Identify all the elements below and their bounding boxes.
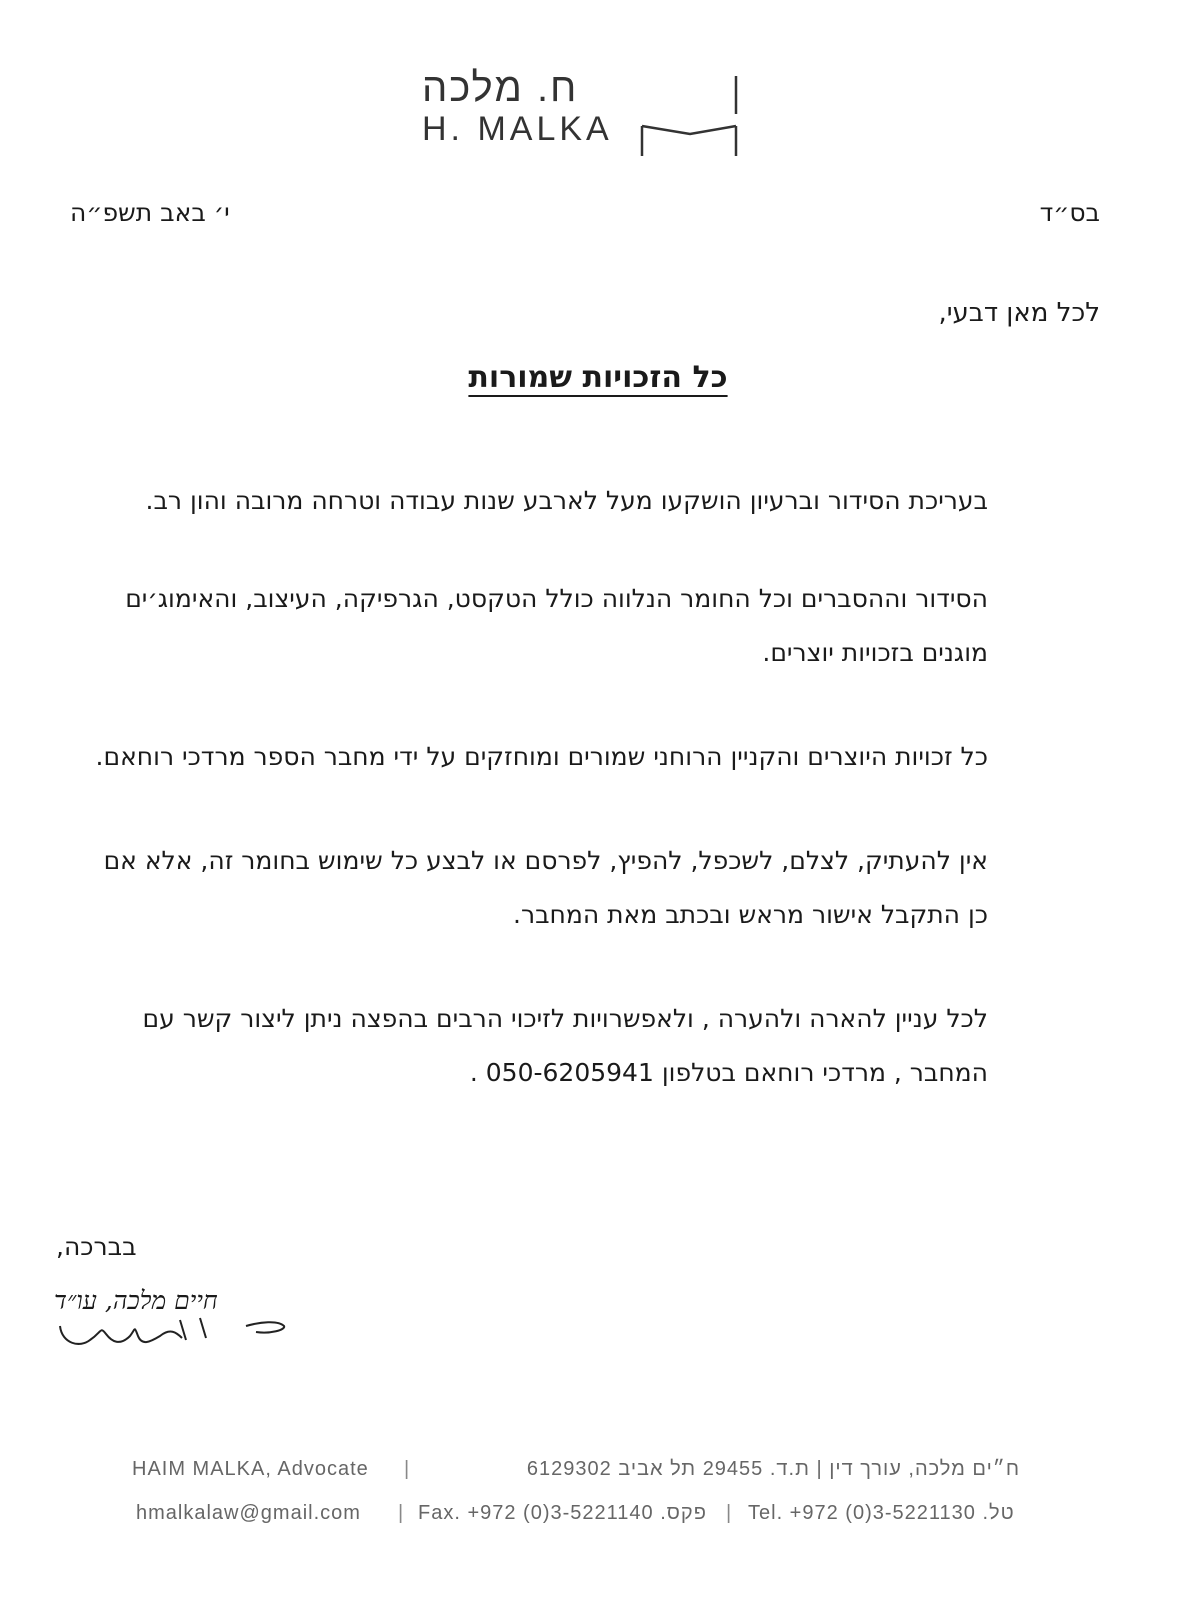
footer-english-name: HAIM MALKA, Advocate [132, 1458, 369, 1480]
closing [56, 1232, 316, 1261]
bsd-header: בס״ד [1039, 198, 1100, 227]
paragraph-2: הסידור וההסברים וכל החומר הנלווה כולל הטקסט, הגרפיקה, העיצוב, והאימוג׳ים מוגנים בזכויות יוצרים. [125, 584, 988, 667]
greeting: לכל מאן דבעי, [938, 298, 1100, 328]
footer-hebrew-address: ח״ים מלכה, עורך דין | ת.ד. 29455 תל אביב 6129302 [526, 1458, 1020, 1480]
letter-body [88, 474, 988, 1150]
contact-text: לכל עניין להארה ולהערה , ולאפשרויות לזיכוי הרבים בהפצה ניתן ליצור קשר עם המחבר , מרדכי רוחאם בטלפון [142, 1004, 988, 1087]
footer-separator: | [726, 1502, 733, 1524]
footer-separator: | [398, 1502, 405, 1524]
document-title-text: כל הזכויות שמורות [468, 360, 728, 395]
blessing: בברכה, [56, 1232, 137, 1261]
letterhead-logo [0, 54, 1196, 164]
footer-fax: Fax. +972 (0)3-5221140 .פקס [418, 1502, 707, 1524]
handwritten-signature-icon [50, 1296, 290, 1356]
hebrew-date: י׳ באב תשפ״ה [70, 198, 230, 227]
footer-separator: | [404, 1458, 411, 1480]
logo-m-mark-icon [638, 74, 742, 158]
phone-number: 050-6205941 [485, 1058, 654, 1087]
logo-english-name: H. MALKA [422, 110, 613, 148]
paragraph-1: בעריכת הסידור וברעיון הושקעו מעל לארבע שנות עבודה וטרחה מרובה והון רב. [145, 486, 988, 515]
signer-name: חיים מלכה, עו״ד [54, 1286, 218, 1315]
logo-hebrew-name: ח. מלכה [422, 66, 579, 110]
footer-email-link[interactable]: hmalkalaw@gmail.com [136, 1502, 361, 1524]
paragraph-3: כל זכויות היוצרים והקניין הרוחני שמורים ומוחזקים על ידי מחבר הספר מרדכי רוחאם. [95, 742, 988, 771]
contact-text-end: . [469, 1058, 486, 1087]
paragraph-4: אין להעתיק, לצלם, לשכפל, להפיץ, לפרסם או לבצע כל שימוש בחומר זה, אלא אם כן התקבל אישור מראש ובכתב מאת המחבר. [103, 846, 988, 929]
footer-tel: Tel. +972 (0)3-5221130 .טל [748, 1502, 1015, 1524]
paragraph-contact [88, 992, 988, 1100]
document-title [0, 360, 1196, 395]
